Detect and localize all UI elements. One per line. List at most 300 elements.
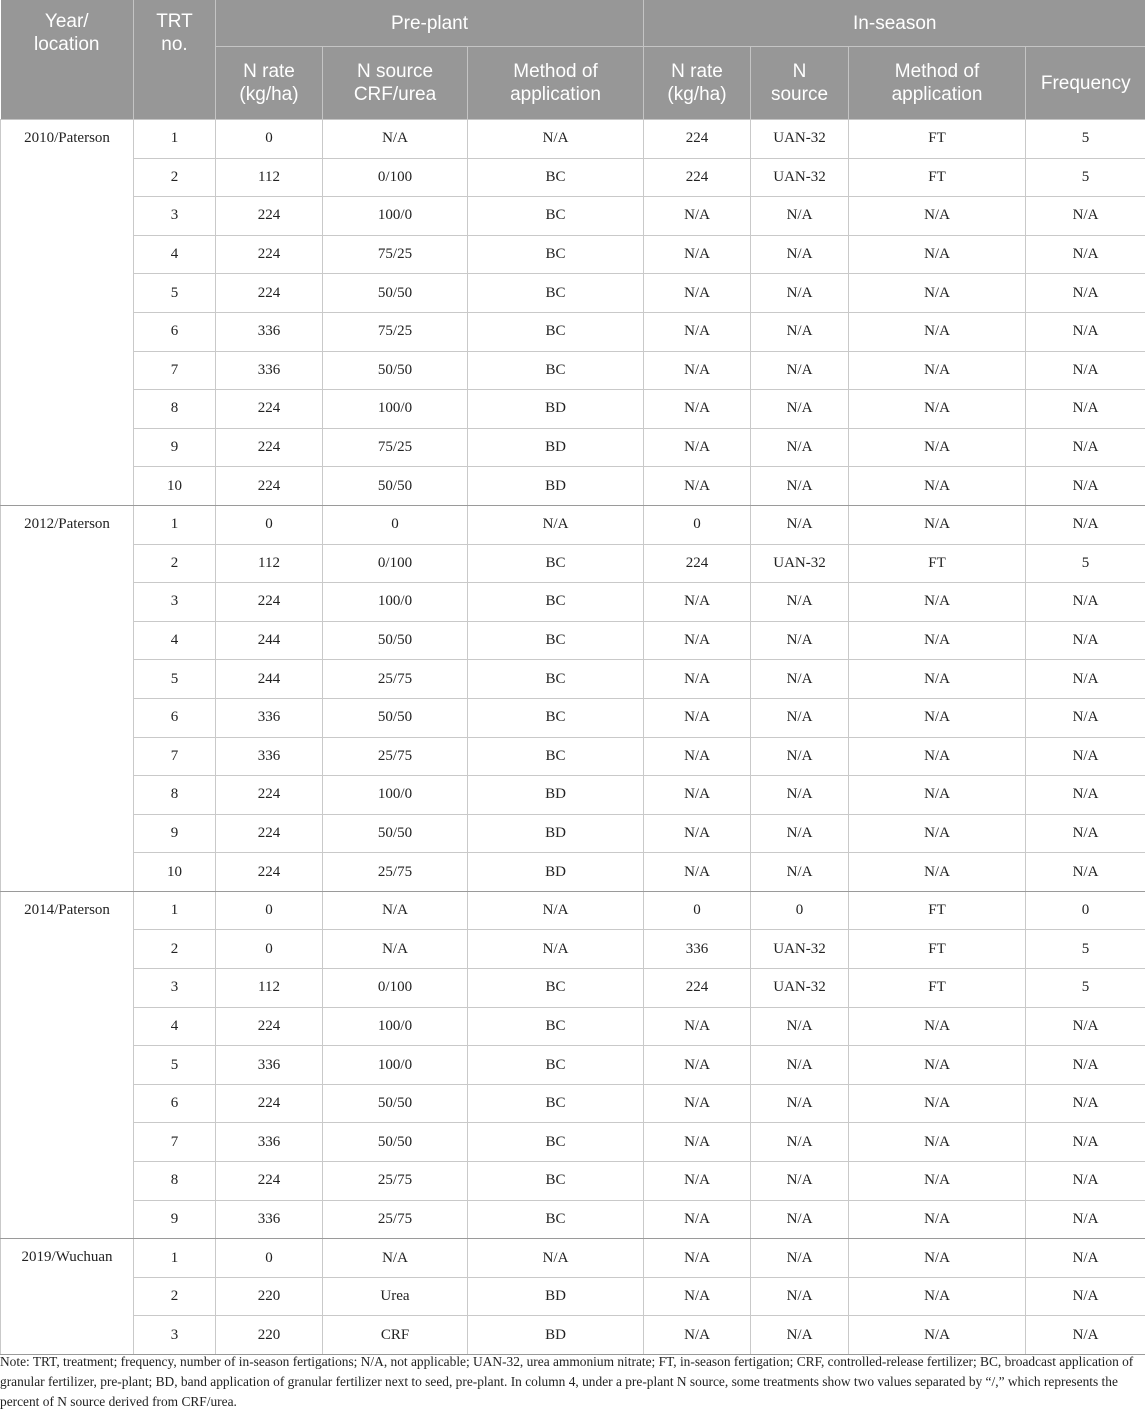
table-row xyxy=(1,1123,1145,1162)
table-cell: 5 xyxy=(1026,969,1145,1008)
table-cell: 7 xyxy=(134,1123,216,1162)
table-cell: 3 xyxy=(134,969,216,1008)
table-cell: 224 xyxy=(644,120,751,159)
table-cell: N/A xyxy=(1026,776,1145,815)
table-cell: 50/50 xyxy=(323,621,468,660)
table-cell: N/A xyxy=(644,1084,751,1123)
table-cell: N/A xyxy=(468,930,644,969)
table-row xyxy=(1,891,1145,930)
table-cell: 50/50 xyxy=(323,274,468,313)
table-cell: BC xyxy=(468,1046,644,1085)
table-cell: N/A xyxy=(751,1046,849,1085)
header-year-location: Year/ location xyxy=(1,0,134,120)
header-in-n-rate: N rate (kg/ha) xyxy=(644,47,751,120)
table-cell: 5 xyxy=(134,274,216,313)
table-cell: N/A xyxy=(849,274,1026,313)
table-cell: FT xyxy=(849,544,1026,583)
table-cell: 4 xyxy=(134,621,216,660)
table-cell: 6 xyxy=(134,698,216,737)
table-row xyxy=(1,544,1145,583)
table-cell: UAN-32 xyxy=(751,930,849,969)
table-row xyxy=(1,428,1145,467)
table-cell: N/A xyxy=(644,660,751,699)
table-cell: N/A xyxy=(751,814,849,853)
table-cell: N/A xyxy=(751,1277,849,1316)
table-cell: N/A xyxy=(751,274,849,313)
table-cell: N/A xyxy=(1026,621,1145,660)
table-cell: 5 xyxy=(134,1046,216,1085)
table-cell: N/A xyxy=(644,197,751,236)
table-cell: N/A xyxy=(1026,698,1145,737)
table-cell: 224 xyxy=(644,544,751,583)
table-cell: N/A xyxy=(751,390,849,429)
table-cell: 50/50 xyxy=(323,467,468,506)
table-cell: N/A xyxy=(644,814,751,853)
table-cell: N/A xyxy=(323,120,468,159)
table-cell: N/A xyxy=(849,1162,1026,1201)
table-cell: N/A xyxy=(849,1239,1026,1278)
table-cell: N/A xyxy=(849,1084,1026,1123)
table-cell: N/A xyxy=(323,1239,468,1278)
table-cell: N/A xyxy=(751,1084,849,1123)
table-cell: N/A xyxy=(849,1123,1026,1162)
table-cell: N/A xyxy=(849,1316,1026,1355)
table-cell: N/A xyxy=(849,737,1026,776)
table-cell: 336 xyxy=(216,1200,323,1239)
table-cell: 336 xyxy=(216,1046,323,1085)
table-cell: FT xyxy=(849,158,1026,197)
table-cell: 100/0 xyxy=(323,583,468,622)
table-cell: 50/50 xyxy=(323,814,468,853)
table-cell: N/A xyxy=(644,274,751,313)
table-cell: 224 xyxy=(216,1084,323,1123)
table-row xyxy=(1,235,1145,274)
header-trt-no: TRT no. xyxy=(134,0,216,120)
table-cell: 0 xyxy=(644,891,751,930)
table-cell: N/A xyxy=(849,621,1026,660)
table-cell: 8 xyxy=(134,390,216,429)
table-cell: N/A xyxy=(751,312,849,351)
table-cell: 2 xyxy=(134,158,216,197)
table-cell: 75/25 xyxy=(323,312,468,351)
table-cell: N/A xyxy=(849,660,1026,699)
table-cell: 0 xyxy=(751,891,849,930)
table-cell: BD xyxy=(468,428,644,467)
table-cell: 50/50 xyxy=(323,351,468,390)
table-cell: 9 xyxy=(134,428,216,467)
table-cell: 8 xyxy=(134,776,216,815)
table-cell: 224 xyxy=(216,428,323,467)
table-cell: 224 xyxy=(216,583,323,622)
table-row xyxy=(1,312,1145,351)
table-cell: UAN-32 xyxy=(751,969,849,1008)
table-cell: N/A xyxy=(849,1277,1026,1316)
table-row xyxy=(1,1200,1145,1239)
table-row xyxy=(1,505,1145,544)
table-cell: N/A xyxy=(644,390,751,429)
group-label: 2012/Paterson xyxy=(1,505,134,891)
table-cell: N/A xyxy=(849,505,1026,544)
table-cell: BD xyxy=(468,390,644,429)
table-cell: 9 xyxy=(134,1200,216,1239)
table-cell: 244 xyxy=(216,621,323,660)
table-cell: N/A xyxy=(751,1007,849,1046)
table-cell: N/A xyxy=(1026,737,1145,776)
table-row xyxy=(1,1084,1145,1123)
table-cell: N/A xyxy=(1026,235,1145,274)
table-cell: N/A xyxy=(644,621,751,660)
table-cell: BD xyxy=(468,776,644,815)
table-cell: 5 xyxy=(1026,120,1145,159)
table-cell: 5 xyxy=(1026,930,1145,969)
table-cell: N/A xyxy=(849,235,1026,274)
table-cell: N/A xyxy=(751,698,849,737)
table-cell: N/A xyxy=(751,853,849,892)
table-cell: 244 xyxy=(216,660,323,699)
table-cell: 2 xyxy=(134,930,216,969)
table-cell: 336 xyxy=(216,351,323,390)
table-row xyxy=(1,351,1145,390)
table-cell: BC xyxy=(468,737,644,776)
table-cell: N/A xyxy=(644,235,751,274)
table-cell: N/A xyxy=(1026,660,1145,699)
table-cell: N/A xyxy=(644,776,751,815)
table-row xyxy=(1,1162,1145,1201)
table-cell: 7 xyxy=(134,351,216,390)
table-cell: 336 xyxy=(216,698,323,737)
table-cell: N/A xyxy=(849,1200,1026,1239)
table-cell: N/A xyxy=(751,737,849,776)
table-cell: N/A xyxy=(751,1239,849,1278)
table-cell: 112 xyxy=(216,969,323,1008)
table-cell: N/A xyxy=(849,428,1026,467)
table-cell: 112 xyxy=(216,544,323,583)
table-cell: 50/50 xyxy=(323,698,468,737)
table-cell: 224 xyxy=(216,467,323,506)
table-cell: N/A xyxy=(644,1007,751,1046)
table-cell: BD xyxy=(468,814,644,853)
table-cell: 3 xyxy=(134,583,216,622)
table-cell: 9 xyxy=(134,814,216,853)
table-cell: 10 xyxy=(134,467,216,506)
table-cell: FT xyxy=(849,930,1026,969)
table-cell: 4 xyxy=(134,235,216,274)
table-cell: 6 xyxy=(134,312,216,351)
table-cell: BC xyxy=(468,1123,644,1162)
table-cell: BC xyxy=(468,197,644,236)
table-cell: 1 xyxy=(134,505,216,544)
table-cell: 100/0 xyxy=(323,1007,468,1046)
table-cell: 0 xyxy=(216,930,323,969)
table-cell: N/A xyxy=(1026,1200,1145,1239)
table-row xyxy=(1,930,1145,969)
table-row xyxy=(1,158,1145,197)
table-row xyxy=(1,1277,1145,1316)
table-cell: N/A xyxy=(849,467,1026,506)
table-cell: FT xyxy=(849,969,1026,1008)
table-cell: BC xyxy=(468,312,644,351)
table-cell: 8 xyxy=(134,1162,216,1201)
table-cell: N/A xyxy=(1026,197,1145,236)
table-cell: 100/0 xyxy=(323,1046,468,1085)
table-row xyxy=(1,120,1145,159)
table-cell: 5 xyxy=(1026,544,1145,583)
table-row xyxy=(1,814,1145,853)
table-cell: N/A xyxy=(644,312,751,351)
table-cell: 224 xyxy=(216,814,323,853)
table-cell: 224 xyxy=(216,776,323,815)
table-cell: BC xyxy=(468,698,644,737)
table-cell: BC xyxy=(468,621,644,660)
table-cell: N/A xyxy=(644,1123,751,1162)
table-cell: N/A xyxy=(1026,1007,1145,1046)
table-cell: 336 xyxy=(216,737,323,776)
table-cell: 224 xyxy=(216,1162,323,1201)
table-cell: N/A xyxy=(751,1316,849,1355)
table-cell: 1 xyxy=(134,120,216,159)
table-row xyxy=(1,197,1145,236)
table-cell: N/A xyxy=(1026,1162,1145,1201)
table-cell: 25/75 xyxy=(323,1200,468,1239)
header-frequency: Frequency xyxy=(1026,47,1145,120)
table-cell: 220 xyxy=(216,1277,323,1316)
table-cell: N/A xyxy=(644,428,751,467)
table-cell: N/A xyxy=(751,1200,849,1239)
table-cell: UAN-32 xyxy=(751,544,849,583)
table-cell: N/A xyxy=(751,621,849,660)
table-cell: 224 xyxy=(216,235,323,274)
table-row xyxy=(1,1007,1145,1046)
table-cell: FT xyxy=(849,891,1026,930)
table-cell: BC xyxy=(468,158,644,197)
table-row xyxy=(1,1239,1145,1278)
table-cell: N/A xyxy=(644,853,751,892)
table-cell: N/A xyxy=(644,467,751,506)
table-cell: N/A xyxy=(1026,1316,1145,1355)
table-row xyxy=(1,467,1145,506)
table-cell: 5 xyxy=(134,660,216,699)
table-cell: N/A xyxy=(849,197,1026,236)
table-cell: 1 xyxy=(134,1239,216,1278)
table-cell: Urea xyxy=(323,1277,468,1316)
table-cell: N/A xyxy=(849,1046,1026,1085)
table-cell: 75/25 xyxy=(323,235,468,274)
table-cell: N/A xyxy=(323,891,468,930)
table-cell: N/A xyxy=(644,1046,751,1085)
table-cell: 5 xyxy=(1026,158,1145,197)
table-row xyxy=(1,969,1145,1008)
table-cell: BD xyxy=(468,853,644,892)
table-cell: N/A xyxy=(1026,853,1145,892)
header-pre-plant: Pre-plant xyxy=(216,0,644,47)
table-cell: 0/100 xyxy=(323,969,468,1008)
table-cell: 0 xyxy=(1026,891,1145,930)
table-cell: 336 xyxy=(216,312,323,351)
table-cell: 3 xyxy=(134,1316,216,1355)
table-cell: 4 xyxy=(134,1007,216,1046)
table-cell: N/A xyxy=(751,351,849,390)
table-cell: 112 xyxy=(216,158,323,197)
table-cell: BD xyxy=(468,467,644,506)
table-row xyxy=(1,853,1145,892)
table-cell: N/A xyxy=(468,505,644,544)
table-cell: BC xyxy=(468,351,644,390)
table-cell: N/A xyxy=(644,1316,751,1355)
table-cell: N/A xyxy=(644,737,751,776)
table-cell: 50/50 xyxy=(323,1084,468,1123)
header-in-season: In-season xyxy=(644,0,1145,47)
group-label: 2010/Paterson xyxy=(1,120,134,506)
table-cell: N/A xyxy=(644,1162,751,1201)
table-cell: N/A xyxy=(1026,814,1145,853)
table-cell: N/A xyxy=(644,1200,751,1239)
table-cell: 224 xyxy=(216,853,323,892)
group-label: 2014/Paterson xyxy=(1,891,134,1238)
table-cell: N/A xyxy=(849,390,1026,429)
table-cell: N/A xyxy=(1026,1046,1145,1085)
table-cell: BC xyxy=(468,1200,644,1239)
table-cell: N/A xyxy=(751,235,849,274)
table-cell: N/A xyxy=(644,1277,751,1316)
table-cell: N/A xyxy=(751,197,849,236)
table-cell: N/A xyxy=(1026,1239,1145,1278)
table-row xyxy=(1,737,1145,776)
table-cell: N/A xyxy=(1026,1084,1145,1123)
table-cell: N/A xyxy=(751,660,849,699)
table-row xyxy=(1,776,1145,815)
table-cell: N/A xyxy=(849,814,1026,853)
table-cell: N/A xyxy=(751,1123,849,1162)
table-cell: 25/75 xyxy=(323,737,468,776)
table-cell: N/A xyxy=(849,312,1026,351)
table-cell: 0 xyxy=(216,891,323,930)
table-cell: 224 xyxy=(216,274,323,313)
table-cell: 100/0 xyxy=(323,390,468,429)
table-cell: N/A xyxy=(468,891,644,930)
table-cell: 25/75 xyxy=(323,1162,468,1201)
table-cell: 2 xyxy=(134,544,216,583)
table-cell: 7 xyxy=(134,737,216,776)
table-cell: N/A xyxy=(644,1239,751,1278)
table-cell: N/A xyxy=(849,698,1026,737)
table-cell: N/A xyxy=(644,698,751,737)
table-cell: N/A xyxy=(849,583,1026,622)
table-cell: 224 xyxy=(216,390,323,429)
table-cell: N/A xyxy=(1026,428,1145,467)
table-cell: N/A xyxy=(751,428,849,467)
table-header xyxy=(1,0,1145,120)
table-cell: N/A xyxy=(1026,390,1145,429)
table-cell: UAN-32 xyxy=(751,158,849,197)
table-cell: UAN-32 xyxy=(751,120,849,159)
table-cell: 100/0 xyxy=(323,776,468,815)
group-label: 2019/Wuchuan xyxy=(1,1239,134,1355)
header-pre-n-source: N source CRF/urea xyxy=(323,47,468,120)
table-row xyxy=(1,621,1145,660)
table-row xyxy=(1,583,1145,622)
table-note: Note: TRT, treatment; frequency, number of in-season fertigations; N/A, not applicable; UAN-32, urea ammonium nitrate; FT, in-season fertigation; CRF, controlled-release fertilizer; BC, broadcast application of granular fertilizer, pre-plant; BD, band application of granular fertilizer next to seed, pre-plant. In column 4, under a pre-plant N source, some treatments show two values separated by “/,” which represents the percent of N source derived from CRF/urea. xyxy=(0,1354,1134,1409)
table-cell: 0/100 xyxy=(323,544,468,583)
table-cell: N/A xyxy=(849,1007,1026,1046)
table-cell: N/A xyxy=(751,505,849,544)
table-cell: BC xyxy=(468,235,644,274)
table-cell: FT xyxy=(849,120,1026,159)
table-row xyxy=(1,274,1145,313)
table-cell: BD xyxy=(468,1316,644,1355)
table-cell: N/A xyxy=(644,351,751,390)
table-cell: N/A xyxy=(468,120,644,159)
table-cell: 0 xyxy=(216,1239,323,1278)
table-cell: N/A xyxy=(1026,583,1145,622)
table-cell: BC xyxy=(468,274,644,313)
table-cell: 10 xyxy=(134,853,216,892)
table-cell: 2 xyxy=(134,1277,216,1316)
table-cell: N/A xyxy=(1026,505,1145,544)
table-cell: N/A xyxy=(1026,1123,1145,1162)
table-cell: BC xyxy=(468,969,644,1008)
table-cell: N/A xyxy=(468,1239,644,1278)
table-cell: BD xyxy=(468,1277,644,1316)
table-cell: N/A xyxy=(849,351,1026,390)
table-cell: 50/50 xyxy=(323,1123,468,1162)
table-cell: 1 xyxy=(134,891,216,930)
table-row xyxy=(1,1046,1145,1085)
table-cell: N/A xyxy=(323,930,468,969)
table-cell: 224 xyxy=(216,197,323,236)
table-cell: N/A xyxy=(751,583,849,622)
header-in-method: Method of application xyxy=(849,47,1026,120)
table-cell: N/A xyxy=(751,467,849,506)
table-cell: BC xyxy=(468,660,644,699)
table-row xyxy=(1,698,1145,737)
table-cell: 224 xyxy=(644,158,751,197)
table-cell: N/A xyxy=(1026,312,1145,351)
table-cell: 25/75 xyxy=(323,660,468,699)
table-cell: 0 xyxy=(216,120,323,159)
table-row xyxy=(1,390,1145,429)
header-pre-method: Method of application xyxy=(468,47,644,120)
table-cell: 6 xyxy=(134,1084,216,1123)
table-body xyxy=(1,120,1145,1355)
table-cell: N/A xyxy=(644,583,751,622)
table-cell: N/A xyxy=(849,776,1026,815)
table-cell: 25/75 xyxy=(323,853,468,892)
table-cell: 100/0 xyxy=(323,197,468,236)
header-in-n-source: N source xyxy=(751,47,849,120)
table-cell: N/A xyxy=(1026,1277,1145,1316)
table-cell: N/A xyxy=(849,853,1026,892)
table-cell: 3 xyxy=(134,197,216,236)
table-cell: 220 xyxy=(216,1316,323,1355)
table-cell: CRF xyxy=(323,1316,468,1355)
table-row xyxy=(1,660,1145,699)
table-cell: N/A xyxy=(751,1162,849,1201)
table-cell: 75/25 xyxy=(323,428,468,467)
table-cell: BC xyxy=(468,1007,644,1046)
table-cell: 0 xyxy=(644,505,751,544)
table-cell: N/A xyxy=(751,776,849,815)
table-cell: 0/100 xyxy=(323,158,468,197)
table-cell: 0 xyxy=(216,505,323,544)
table-cell: 224 xyxy=(644,969,751,1008)
table-cell: 336 xyxy=(216,1123,323,1162)
header-pre-n-rate: N rate (kg/ha) xyxy=(216,47,323,120)
table-cell: 224 xyxy=(216,1007,323,1046)
table-cell: 336 xyxy=(644,930,751,969)
table-cell: BC xyxy=(468,1084,644,1123)
table-cell: N/A xyxy=(1026,351,1145,390)
table-cell: 0 xyxy=(323,505,468,544)
